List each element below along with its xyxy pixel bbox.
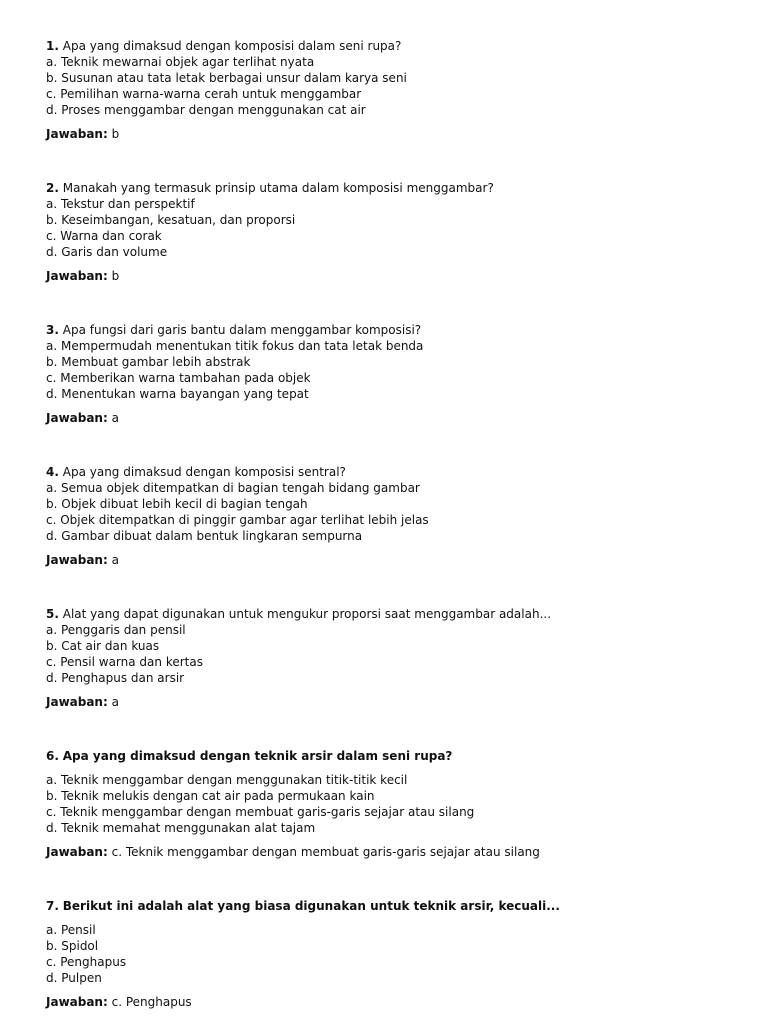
answer-value: a — [111, 553, 119, 567]
option-c: c. Objek ditempatkan di pinggir gambar agar terlihat lebih jelas — [46, 513, 429, 527]
option-d: d. Menentukan warna bayangan yang tepat — [46, 387, 309, 401]
question-4 — [46, 464, 746, 480]
option-b: b. Teknik melukis dengan cat air pada permukaan kain — [46, 789, 375, 803]
answer-5 — [46, 694, 746, 710]
option-b: b. Susunan atau tata letak berbagai unsur dalam karya seni — [46, 71, 407, 85]
option-b: b. Objek dibuat lebih kecil di bagian tengah — [46, 497, 308, 511]
answer-value: c. Penghapus — [111, 995, 192, 1009]
option-c: c. Teknik menggambar dengan membuat garis-garis sejajar atau silang — [46, 805, 475, 819]
answer-label: Jawaban: — [46, 269, 108, 283]
answer-2 — [46, 268, 746, 284]
option-d: d. Proses menggambar dengan menggunakan cat air — [46, 103, 366, 117]
answer-7 — [46, 994, 746, 1010]
question-block-3 — [46, 322, 746, 426]
option-a: a. Mempermudah menentukan titik fokus dan tata letak benda — [46, 339, 424, 353]
option-a: a. Teknik mewarnai objek agar terlihat nyata — [46, 55, 315, 69]
option-c: c. Warna dan corak — [46, 229, 162, 243]
answer-value: a — [111, 411, 119, 425]
question-block-6 — [46, 748, 746, 860]
option-d: d. Teknik memahat menggunakan alat tajam — [46, 821, 316, 835]
option-b: b. Membuat gambar lebih abstrak — [46, 355, 251, 369]
answer-value: b — [111, 269, 120, 283]
question-number: 3. — [46, 323, 59, 337]
option-d: d. Gambar dibuat dalam bentuk lingkaran sempurna — [46, 529, 363, 543]
answer-label: Jawaban: — [46, 411, 108, 425]
option-c: c. Penghapus — [46, 955, 127, 969]
option-a: a. Teknik menggambar dengan menggunakan titik-titik kecil — [46, 773, 408, 787]
answer-value: b — [111, 127, 120, 141]
question-text: Apa yang dimaksud dengan teknik arsir dalam seni rupa? — [62, 749, 453, 763]
question-block-2 — [46, 180, 746, 284]
option-c: c. Pensil warna dan kertas — [46, 655, 203, 669]
option-b: b. Cat air dan kuas — [46, 639, 160, 653]
answer-6 — [46, 844, 746, 860]
question-number: 2. — [46, 181, 59, 195]
option-a: a. Tekstur dan perspektif — [46, 197, 195, 211]
question-text: Apa fungsi dari garis bantu dalam menggambar komposisi? — [62, 323, 422, 337]
question-text: Berikut ini adalah alat yang biasa digunakan untuk teknik arsir, kecuali... — [62, 899, 560, 913]
question-block-5 — [46, 606, 746, 710]
document-page — [46, 38, 746, 1010]
question-block-4 — [46, 464, 746, 568]
answer-label: Jawaban: — [46, 127, 108, 141]
question-number: 6. — [46, 749, 59, 763]
question-7 — [46, 898, 746, 914]
option-d: d. Garis dan volume — [46, 245, 168, 259]
question-5 — [46, 606, 746, 622]
question-block-7 — [46, 898, 746, 1010]
option-d: d. Penghapus dan arsir — [46, 671, 185, 685]
answer-label: Jawaban: — [46, 553, 108, 567]
question-6 — [46, 748, 746, 764]
question-number: 1. — [46, 39, 59, 53]
question-text: Apa yang dimaksud dengan komposisi dalam seni rupa? — [62, 39, 402, 53]
option-d: d. Pulpen — [46, 971, 102, 985]
option-c: c. Memberikan warna tambahan pada objek — [46, 371, 311, 385]
answer-label: Jawaban: — [46, 995, 108, 1009]
question-number: 7. — [46, 899, 59, 913]
answer-value: c. Teknik menggambar dengan membuat garis-garis sejajar atau silang — [111, 845, 540, 859]
answer-1 — [46, 126, 746, 142]
answer-label: Jawaban: — [46, 845, 108, 859]
question-1 — [46, 38, 746, 54]
option-b: b. Spidol — [46, 939, 99, 953]
option-c: c. Pemilihan warna-warna cerah untuk menggambar — [46, 87, 362, 101]
question-number: 5. — [46, 607, 59, 621]
question-block-1 — [46, 38, 746, 142]
question-number: 4. — [46, 465, 59, 479]
option-a: a. Semua objek ditempatkan di bagian tengah bidang gambar — [46, 481, 420, 495]
answer-label: Jawaban: — [46, 695, 108, 709]
answer-value: a — [111, 695, 119, 709]
question-text: Apa yang dimaksud dengan komposisi sentral? — [62, 465, 346, 479]
question-text: Alat yang dapat digunakan untuk mengukur proporsi saat menggambar adalah... — [62, 607, 552, 621]
option-b: b. Keseimbangan, kesatuan, dan proporsi — [46, 213, 296, 227]
option-a: a. Pensil — [46, 923, 96, 937]
question-text: Manakah yang termasuk prinsip utama dalam komposisi menggambar? — [62, 181, 494, 195]
question-2 — [46, 180, 746, 196]
option-a: a. Penggaris dan pensil — [46, 623, 186, 637]
question-3 — [46, 322, 746, 338]
answer-3 — [46, 410, 746, 426]
answer-4 — [46, 552, 746, 568]
